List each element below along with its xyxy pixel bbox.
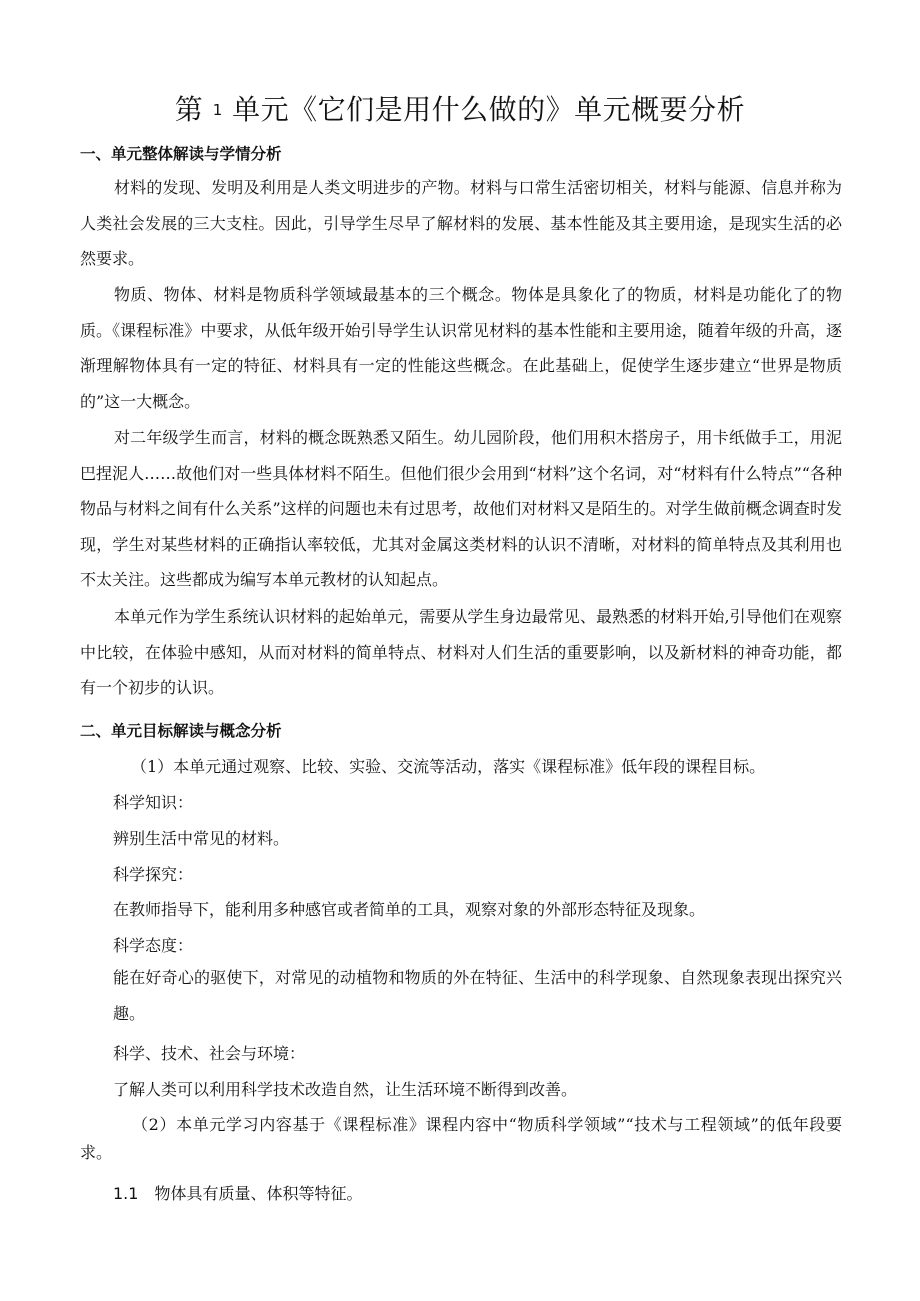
- point-1-1: [113, 1181, 362, 1204]
- item-label-knowledge: 科学知识：: [113, 793, 194, 812]
- item-text-attitude: 能在好奇心的驱使下，对常见的动植物和物质的外在特征、生活中的科学现象、自然现象表现出探究兴趣。: [113, 968, 842, 1023]
- point-text: 物体具有质量、体积等特征。: [154, 1184, 363, 1203]
- point-number: 1.1: [113, 1184, 139, 1203]
- section-heading-2: 二、单元目标解读与概念分析: [80, 722, 282, 740]
- item-text-inquiry: 在教师指导下，能利用多种感官或者简单的工具，观察对象的外部形态特征及现象。: [113, 900, 706, 919]
- paragraph-3: 对二年级学生而言，材料的概念既熟悉又陌生。幼儿园阶段，他们用积木搭房子，用卡纸做手工，用泥巴捏泥人……故他们对一些具体材料不陌生。但他们很少会用到“材料”这个名词，对“材料有什么特点”“各种物品与材料之间有什么关系”这样的问题也未有过思考，故他们对材料又是陌生的。对学生做前概念调查时发现，学生对某些材料的正确指认率较低，尤其对金属这类材料的认识不清晰，对材料的简单特点及其利用也不太关注。这些都成为编写本单元教材的认知起点。: [80, 428, 842, 589]
- title-unit-number: 1: [212, 101, 223, 119]
- paragraph-2: 物质、物体、材料是物质科学领域最基本的三个概念。物体是具象化了的物质，材料是功能化了的物质。《课程标准》中要求，从低年级开始引导学生认识常见材料的基本性能和主要用途，随着年级的升高，逐渐理解物体具有一定的特征、材料具有一定的性能这些概念。在此基础上，促使学生逐步建立“世界是物质的”这一大概念。: [80, 285, 842, 411]
- goal-1: （1）本单元通过观察、比较、实验、交流等活动，落实《课程标准》低年段的课程目标。: [131, 757, 766, 776]
- title-main: 单元《它们是用什么做的》单元概要分析: [232, 93, 746, 126]
- page-title: [0, 88, 920, 128]
- item-label-stse: 科学、技术、社会与环境：: [113, 1044, 306, 1063]
- section-heading-1: 一、单元整体解读与学情分析: [80, 145, 282, 163]
- goal-2: （2）本单元学习内容基于《课程标准》课程内容中“物质科学领域”“技术与工程领域”的低年段要求。: [80, 1115, 842, 1162]
- paragraph-1: 材料的发现、发明及利用是人类文明进步的产物。材料与口常生活密切相关，材料与能源、信息并称为人类社会发展的三大支柱。因此，引导学生尽早了解材料的发展、基本性能及其主要用途，是现实生活的必然要求。: [80, 178, 842, 268]
- title-prefix: 第: [174, 93, 204, 126]
- item-text-knowledge: 辨别生活中常见的材料。: [113, 829, 290, 848]
- item-text-stse: 了解人类可以利用科学技术改造自然，让生活环境不断得到改善。: [113, 1080, 578, 1099]
- paragraph-4: 本单元作为学生系统认识材料的起始单元，需要从学生身边最常见、最熟悉的材料开始,引导他们在观察中比较，在体验中感知，从而对材料的简单特点、材料对人们生活的重要影响，以及新材料的神奇功能，都有一个初步的认识。: [80, 607, 842, 697]
- item-label-inquiry: 科学探究：: [113, 865, 194, 884]
- item-label-attitude: 科学态度：: [113, 936, 194, 955]
